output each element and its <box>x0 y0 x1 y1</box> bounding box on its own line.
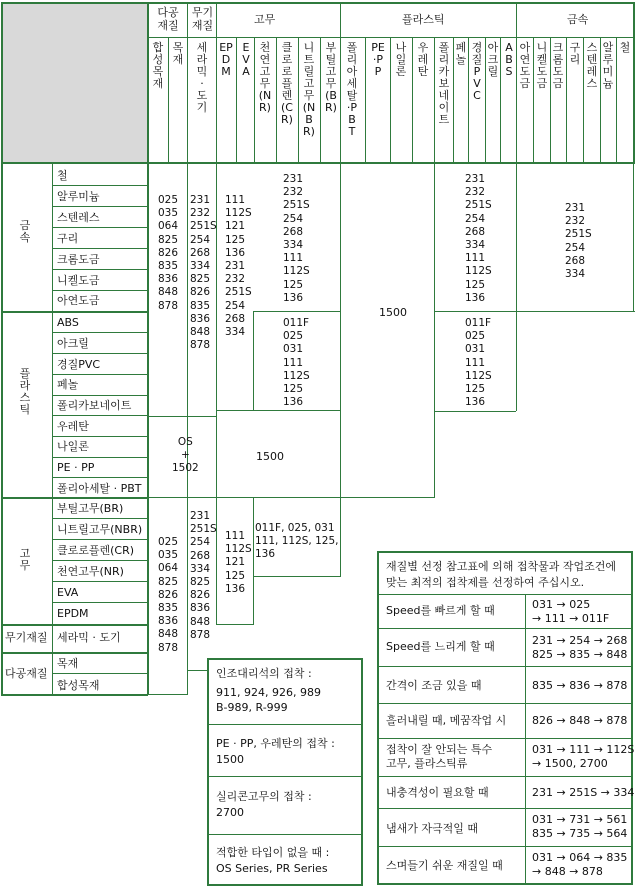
border <box>147 416 217 417</box>
column-header: PE·PP <box>371 41 385 78</box>
guide-val: 231 → 251S → 334 <box>532 786 635 799</box>
group-header-plastic: 플라스틱 <box>402 13 445 26</box>
column-header: 크롬도금 <box>552 41 564 90</box>
border <box>434 37 435 164</box>
note-title: 실리콘고무의 접착 : <box>216 790 312 803</box>
border <box>216 410 341 411</box>
border <box>147 497 434 498</box>
border <box>434 163 435 498</box>
column-header: 세라믹·도기 <box>196 41 208 114</box>
border <box>147 694 188 695</box>
border <box>533 37 534 164</box>
row-group-inorganic: 무기재질 <box>5 631 48 644</box>
cell-porous-rubber: 025 035 064 825 826 835 836 848 878 <box>158 536 179 654</box>
border <box>253 576 254 625</box>
border <box>378 738 632 739</box>
row-label: 알루미늄 <box>57 190 100 203</box>
guide-cond: Speed를 느리게 할 때 <box>386 640 495 653</box>
row-label: 폴리아세탈 · PBT <box>57 482 142 495</box>
cell-rubber-metal-a: 111 112S 121 125 136 231 232 251S 254 268 334 <box>225 194 252 339</box>
row-group-plastic: 플라스틱 <box>19 367 31 416</box>
border <box>1 311 148 313</box>
column-header: 부틸고무(BR) <box>325 41 337 114</box>
border <box>52 227 147 228</box>
row-label: 폴리카보네이트 <box>57 399 132 412</box>
border <box>253 576 341 577</box>
border <box>208 776 362 777</box>
guide-cond: 스며들기 쉬운 재질일 때 <box>386 859 503 872</box>
column-header: 나일론 <box>395 41 407 78</box>
row-label: 합성목재 <box>57 679 100 692</box>
note-title: PE · PP, 우레탄의 접착 : <box>216 737 335 750</box>
column-header: 합성목재 <box>152 41 164 90</box>
border <box>1 162 635 164</box>
row-group-porous: 다공재질 <box>5 667 48 680</box>
group-header-inorganic: 무기 재질 <box>191 6 214 32</box>
border <box>320 37 321 164</box>
border <box>340 497 341 577</box>
column-header: 우레탄 <box>417 41 429 78</box>
guide-cond: 간격이 조금 있을 때 <box>386 679 482 692</box>
border <box>1 497 148 499</box>
group-header-porous: 다공 재질 <box>157 6 179 32</box>
border <box>1 2 3 695</box>
row-label: 우레탄 <box>57 420 89 433</box>
border <box>378 703 632 704</box>
row-label: EVA <box>57 586 79 599</box>
border <box>52 269 147 270</box>
cell-plastic-metal: 231 232 251S 254 268 334 111 112S 125 136 <box>465 173 492 304</box>
row-label: 스텐레스 <box>57 211 100 224</box>
border <box>52 560 147 561</box>
border <box>216 624 254 625</box>
border <box>583 37 584 164</box>
border <box>52 581 147 582</box>
border <box>253 497 254 577</box>
border <box>298 37 299 164</box>
border <box>516 163 517 411</box>
border <box>566 37 567 164</box>
border <box>516 311 635 312</box>
cell-porous-metal: 025 035 064 825 826 835 836 848 878 <box>158 194 179 312</box>
column-header: 폴리카보네이트 <box>438 41 450 126</box>
corner-cell <box>1 3 147 163</box>
row-group-rubber: 고무 <box>19 547 31 572</box>
row-label: 철 <box>57 169 68 182</box>
note-body: 911, 924, 926, 989 B-989, R-999 <box>216 686 321 714</box>
guide-val: 031 → 064 → 835 → 848 → 878 <box>532 851 628 878</box>
row-label: 나일론 <box>57 440 89 453</box>
border <box>616 37 617 164</box>
border <box>1 652 148 654</box>
row-label: 크롬도금 <box>57 253 100 266</box>
border <box>434 311 516 312</box>
cell-rubber-plastic: 011F 025 031 111 112S 125 136 <box>283 317 310 409</box>
row-label: 니트릴고무(NBR) <box>57 523 143 536</box>
column-header: 니켈도금 <box>536 41 548 90</box>
row-label: ABS <box>57 316 79 329</box>
border <box>52 353 147 354</box>
border <box>378 846 632 847</box>
note-body: 2700 <box>216 806 244 819</box>
note-body: OS Series, PR Series <box>216 862 328 875</box>
border <box>276 37 277 164</box>
row-label: 페놀 <box>57 378 79 391</box>
guide-val: 031 → 025 → 111 → 011F <box>532 598 610 625</box>
note-title: 적합한 타입이 없을 때 : <box>216 846 330 859</box>
border <box>52 395 147 396</box>
cell-rubber-rubber-a: 111 112S 121 125 136 <box>225 530 252 595</box>
group-header-metal: 금속 <box>567 13 589 26</box>
row-label: PE · PP <box>57 461 95 474</box>
guide-cond: 흘러내릴 때, 메꿈작업 시 <box>386 714 507 727</box>
column-header: 아연도금 <box>519 41 531 90</box>
cell-plastic-1500: 1500 <box>256 450 284 463</box>
column-header: 폴리아세탈·PBT <box>346 41 358 138</box>
border <box>378 594 632 595</box>
column-header: 아크릴 <box>487 41 499 78</box>
guide-intro: 재질별 선정 참고표에 의해 접착물과 작업조건에 맞는 최적의 접착제를 선정하여 주십시오. <box>386 560 617 589</box>
border <box>52 518 147 519</box>
column-header: 스텐레스 <box>586 41 598 90</box>
border <box>187 497 188 695</box>
border <box>253 311 341 312</box>
border <box>340 163 341 498</box>
row-label: 아크릴 <box>57 337 89 350</box>
border <box>340 2 341 164</box>
row-label: 구리 <box>57 232 79 245</box>
border <box>1 694 148 696</box>
border <box>52 415 147 416</box>
column-header: 철 <box>619 41 631 54</box>
cell-plastic-plastic: 011F 025 031 111 112S 125 136 <box>465 317 492 409</box>
border <box>52 290 147 291</box>
border <box>52 436 147 437</box>
note-title: 인조대리석의 접착 : <box>216 667 312 680</box>
border <box>254 37 255 164</box>
column-header: 목재 <box>172 41 184 66</box>
row-label: 목재 <box>57 657 79 670</box>
border <box>52 374 147 375</box>
border <box>378 776 632 777</box>
row-label: 니켈도금 <box>57 274 100 287</box>
border <box>52 332 147 333</box>
border <box>1 2 635 4</box>
row-label: 세라믹 · 도기 <box>57 631 121 644</box>
border <box>168 37 169 164</box>
guide-cond: 내충격성이 필요할 때 <box>386 786 489 799</box>
border <box>52 248 147 249</box>
border <box>378 666 632 667</box>
cell-center-1500: 1500 <box>379 306 407 319</box>
border <box>1 624 148 626</box>
cell-rubber-rubber-b: 011F, 025, 031 111, 112S, 125, 136 <box>255 522 339 561</box>
border <box>147 2 149 695</box>
border <box>378 628 632 629</box>
border <box>52 602 147 603</box>
border <box>52 457 147 458</box>
column-header: 천연고무(NR) <box>258 41 272 114</box>
border <box>525 594 526 884</box>
guide-cond: Speed를 빠르게 할 때 <box>386 604 495 617</box>
row-label: 경질PVC <box>57 358 101 371</box>
cell-inorganic-rubber: 231 251S 254 268 334 825 826 836 848 878 <box>190 510 217 641</box>
guide-val: 835 → 836 → 878 <box>532 679 628 692</box>
border <box>365 37 366 164</box>
border <box>253 311 254 411</box>
border <box>390 37 391 164</box>
border <box>52 185 147 186</box>
column-header: 구리 <box>569 41 581 66</box>
column-header: EVA <box>242 41 250 78</box>
guide-val: 231 → 254 → 268 825 → 835 → 848 <box>532 634 628 661</box>
border <box>208 834 362 835</box>
border <box>468 37 469 164</box>
border <box>208 724 362 725</box>
border <box>378 808 632 809</box>
column-header: 경질PVC <box>471 41 483 102</box>
note-body: 1500 <box>216 753 244 766</box>
border <box>147 37 635 38</box>
row-group-metal: 금속 <box>19 219 31 244</box>
cell-inorganic-metal: 231 232 251S 254 268 334 825 826 835 836 848 878 <box>190 194 217 352</box>
cell-os: OS + 1502 <box>172 436 199 475</box>
guide-cond: 접착이 잘 안되는 특수 고무, 플라스틱류 <box>386 743 493 770</box>
border <box>434 411 516 412</box>
border <box>500 37 501 164</box>
column-header: 니트릴고무(NBR) <box>302 41 316 138</box>
border <box>52 163 53 695</box>
guide-val: 031 → 731 → 561 835 → 735 → 564 <box>532 813 628 840</box>
row-label: 천연고무(NR) <box>57 565 124 578</box>
border <box>633 163 634 312</box>
border <box>516 2 517 164</box>
column-header: 알루미늄 <box>602 41 614 90</box>
border <box>52 206 147 207</box>
column-header: 클로로플렌(CR) <box>281 41 293 126</box>
row-label: 부틸고무(BR) <box>57 502 124 515</box>
border <box>52 673 147 674</box>
border <box>52 477 147 478</box>
row-label: 클로로플렌(CR) <box>57 544 135 557</box>
guide-val: 826 → 848 → 878 <box>532 714 628 727</box>
column-header: 페놀 <box>455 41 467 66</box>
border <box>236 37 237 164</box>
border <box>412 37 413 164</box>
cell-metal-metal: 231 232 251S 254 268 334 <box>565 202 592 281</box>
border <box>52 539 147 540</box>
row-label: 아연도금 <box>57 294 100 307</box>
column-header: ABS <box>505 41 513 78</box>
group-header-rubber: 고무 <box>254 13 276 26</box>
guide-cond: 냄새가 자극적일 때 <box>386 822 479 835</box>
cell-rubber-metal-b: 231 232 251S 254 268 334 111 112S 125 136 <box>283 173 310 304</box>
row-label: EPDM <box>57 607 89 620</box>
guide-val: 031 → 111 → 112S → 1500, 2700 <box>532 743 635 770</box>
column-header: EPDM <box>219 41 233 78</box>
